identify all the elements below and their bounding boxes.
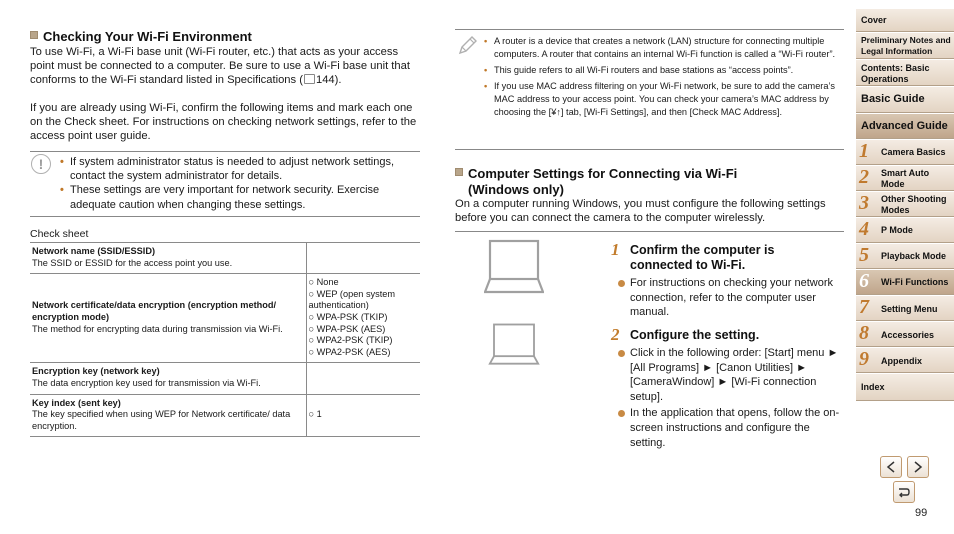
return-arrow-icon [897, 486, 911, 498]
row-desc: The data encryption key used for transmission via Wi-Fi. [32, 377, 261, 388]
sidebar-label: Cover [861, 15, 887, 25]
page-reference[interactable]: 144 [315, 74, 335, 87]
sidebar-chapter-3[interactable] [856, 192, 954, 217]
sidebar-chapter-8[interactable] [856, 322, 954, 347]
table-row [30, 274, 420, 363]
chapter-number: 4 [859, 218, 869, 240]
row-title: Key index (sent key) [32, 397, 121, 408]
sidebar-label: Contents: Basic Operations [861, 63, 930, 84]
chapter-label: Other Shooting Modes [881, 194, 947, 215]
chapter-number: 8 [859, 322, 869, 344]
sidebar-chapter-4[interactable] [856, 218, 954, 243]
chapter-number: 9 [859, 348, 869, 370]
check-sheet-label: Check sheet [30, 228, 89, 240]
section-intro: On a computer running Windows, you must configure the following settings before you can connect the camera to the computer wirelessly. [455, 198, 826, 225]
step-bullets [618, 276, 850, 322]
option-none[interactable]: ○ None [308, 277, 339, 288]
chapter-number: 1 [859, 140, 869, 162]
row-desc: The SSID or ESSID for the access point you use. [32, 257, 233, 268]
sidebar-item-basic-guide[interactable] [856, 87, 954, 113]
note-list [484, 35, 846, 121]
sidebar-chapter-7[interactable] [856, 296, 954, 321]
chapter-label: Appendix [881, 356, 923, 366]
step-title: Configure the setting. [630, 328, 760, 342]
previous-page-button[interactable] [880, 456, 902, 478]
arrow-left-icon [885, 461, 897, 473]
row-title: Encryption key (network key) [32, 366, 160, 377]
check-sheet-table [30, 242, 420, 437]
check-cell [306, 274, 420, 363]
caution-item: • If system administrator status is needed to adjust network settings, contact the system administrator for details. [60, 155, 416, 183]
table-row [30, 243, 420, 274]
note-divider-bottom [455, 149, 844, 150]
chapter-label: Playback Mode [881, 251, 947, 261]
section-marker-icon [455, 168, 463, 176]
chapter-number: 3 [859, 192, 869, 214]
note-item: • This guide refers to all Wi-Fi routers and base stations as “access points”. [484, 64, 846, 77]
chapter-number: 7 [859, 296, 869, 318]
chapter-number: 2 [859, 166, 869, 188]
note-item: • A router is a device that creates a network (LAN) structure for connecting multiple computers. A router that contains an internal Wi-Fi function is called a “Wi-Fi router”. [484, 35, 846, 61]
option-wpa2-psk-tkip[interactable]: ○ WPA2-PSK (TKIP) [308, 335, 393, 346]
caution-divider-top [30, 151, 420, 152]
table-row [30, 394, 420, 437]
sidebar-chapter-6[interactable] [856, 270, 954, 295]
option-wpa2-psk-aes[interactable]: ○ WPA2-PSK (AES) [308, 346, 391, 357]
option-wpa-psk-tkip[interactable]: ○ WPA-PSK (TKIP) [308, 311, 388, 322]
page-number: 99 [915, 507, 928, 519]
caution-item: • These settings are very important for network security. Exercise adequate caution when changing these settings. [60, 183, 416, 211]
row-desc: The method for encrypting data during transmission via Wi-Fi. [32, 323, 283, 334]
book-icon [304, 74, 315, 84]
pencil-note-icon [457, 34, 479, 56]
steps-divider [455, 231, 844, 232]
step-number: 1 [611, 240, 620, 259]
row-desc: The key specified when using WEP for Network certificate/ data encryption. [32, 409, 291, 431]
sidebar-chapter-1[interactable] [856, 140, 954, 165]
section-title-text: Checking Your Wi-Fi Environment [43, 29, 252, 44]
next-page-button[interactable] [907, 456, 929, 478]
laptop-icon [484, 322, 544, 372]
intro-paragraph-1 [30, 45, 422, 88]
row-title: Network name (SSID/ESSID) [32, 246, 156, 256]
table-row [30, 363, 420, 394]
step-bullets [618, 346, 842, 452]
chapter-number: 5 [859, 244, 869, 266]
chapter-label: Camera Basics [881, 147, 946, 157]
chapter-label: Wi-Fi Functions [881, 277, 949, 287]
laptop-icon [484, 238, 544, 298]
step-bullet: For instructions on checking your network connection, refer to the computer user manual. [618, 276, 850, 320]
step-bullet: Click in the following order: [Start] menu ► [All Programs] ► [Canon Utilities] ► [CameraWindow] ► [Wi-Fi connection setup]. [618, 346, 842, 404]
option-wpa-psk-aes[interactable]: ○ WPA-PSK (AES) [308, 323, 386, 334]
sidebar-item-cover[interactable] [856, 9, 954, 32]
section-marker-icon [30, 31, 38, 39]
chapter-label: P Mode [881, 225, 913, 235]
step-title: Confirm the computer is connected to Wi-Fi. [630, 243, 775, 272]
check-cell[interactable] [306, 243, 420, 274]
sidebar-item-index[interactable] [856, 374, 954, 401]
arrow-right-icon [912, 461, 924, 473]
sidebar-item-preliminary[interactable] [856, 33, 954, 59]
return-button[interactable] [893, 481, 915, 503]
intro-end: ). [334, 74, 342, 87]
sidebar-label: Advanced Guide [861, 120, 948, 132]
option-wep[interactable]: ○ WEP (open system authentication) [308, 288, 396, 311]
caution-divider-bottom [30, 216, 420, 217]
check-cell[interactable] [306, 363, 420, 394]
table-cell [30, 363, 306, 394]
chapter-label: Accessories [881, 330, 935, 340]
chapter-label: Setting Menu [881, 304, 938, 314]
sidebar-chapter-9[interactable] [856, 348, 954, 373]
sidebar-chapter-5[interactable] [856, 244, 954, 269]
step-number: 2 [611, 325, 620, 344]
sidebar-item-advanced-guide[interactable] [856, 114, 954, 139]
section-title-text: Computer Settings for Connecting via Wi-Fi (Windows only) [468, 166, 738, 197]
caution-icon: ! [31, 154, 51, 174]
table-cell [30, 274, 306, 363]
note-divider-top [455, 29, 844, 30]
step-bullet: In the application that opens, follow the on-screen instructions and configure the setting. [618, 406, 842, 450]
sidebar-label: Basic Guide [861, 93, 925, 105]
note-item: • If you use MAC address filtering on your Wi-Fi network, be sure to add the camera’s MAC address to your access point. You can check your camera’s MAC address by choosing the [¥↑] tab, [Wi-Fi Settings], and then [Check MAC Address]. [484, 80, 846, 119]
table-cell [30, 243, 306, 274]
section-title-computer-settings [455, 166, 785, 197]
chapter-number: 6 [859, 270, 869, 292]
intro-text: To use Wi-Fi, a Wi-Fi base unit (Wi-Fi router, etc.) that acts as your access point must be connected to a computer. Be sure to use a Wi-Fi base unit that conforms to the Wi-Fi standard listed in Specifications ( [30, 46, 410, 87]
sidebar-item-contents[interactable] [856, 60, 954, 86]
caution-list [60, 155, 416, 212]
chapter-label: Smart Auto Mode [881, 168, 930, 189]
sidebar-chapter-2[interactable] [856, 166, 954, 191]
section-title-wifi-environment [30, 29, 252, 44]
check-cell [306, 394, 420, 437]
table-cell [30, 394, 306, 437]
option-key-index-1[interactable]: ○ 1 [308, 409, 322, 420]
sidebar-label: Index [861, 382, 885, 392]
intro-paragraph-2: If you are already using Wi-Fi, confirm the following items and mark each one on the Check sheet. For instructions on checking network settings, refer to the access point user guide. [30, 102, 417, 143]
row-title: Network certificate/data encryption (encryption method/ encryption mode) [32, 300, 277, 322]
sidebar-label: Preliminary Notes and Legal Information [861, 35, 951, 56]
